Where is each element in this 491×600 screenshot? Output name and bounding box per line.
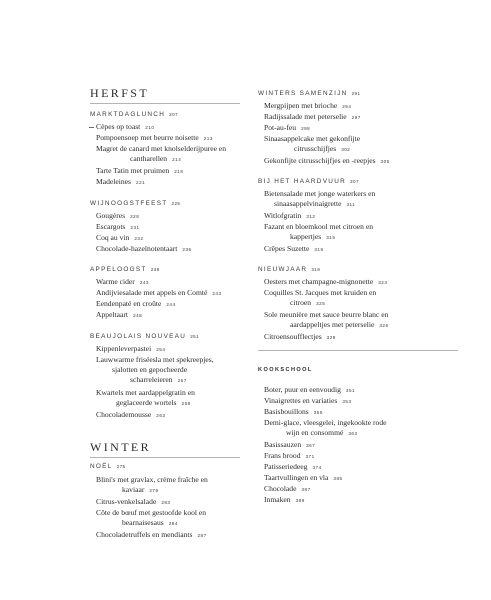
item-title: Kippenleverpastei	[96, 344, 152, 353]
section-title-winter: WINTER	[90, 440, 152, 454]
item-title: Andijviesalade met appels en Comté	[96, 288, 208, 297]
item-page: 367	[306, 443, 316, 448]
item-page: 312	[306, 214, 316, 219]
toc-item[interactable]	[96, 233, 144, 244]
toc-item[interactable]	[264, 451, 315, 462]
toc-item[interactable]	[96, 410, 165, 421]
item-page: 284	[168, 521, 178, 526]
item-page: 387	[301, 487, 311, 492]
item-title: Chocolademousse	[96, 410, 152, 419]
toc-item[interactable]	[96, 166, 183, 177]
item-page: 210	[145, 125, 155, 130]
item-title: Bietensalade met jonge waterkers en	[264, 189, 376, 198]
toc-item[interactable]	[96, 388, 195, 409]
group-page-number: 291	[351, 91, 361, 96]
toc-item[interactable]	[264, 462, 322, 473]
group-title-text: NIEUWJAAR	[258, 266, 308, 273]
toc-item[interactable]	[264, 112, 361, 123]
item-title: Pompoensoep met beurre noisette	[96, 133, 199, 142]
item-title: Taartvullingen en vla	[264, 473, 329, 482]
item-title: Chocoladetruffels en mendiants	[96, 530, 193, 539]
item-page: 283	[161, 500, 171, 505]
group-title-bij-het-haardvuur	[258, 178, 359, 185]
item-title-cont: wijn en consommé	[286, 428, 344, 437]
item-title: Côte de bœuf met gestoofde kool en	[96, 508, 207, 517]
item-title: Demi-glace, vleesgelei, ingekookte rode	[264, 418, 387, 427]
toc-item[interactable]	[264, 396, 352, 407]
item-page: 323	[378, 280, 388, 285]
item-page: 218	[174, 169, 184, 174]
section-divider	[258, 350, 458, 351]
toc-item[interactable]	[96, 310, 142, 321]
toc-item[interactable]	[264, 288, 376, 309]
item-page: 389	[295, 498, 305, 503]
item-page: 257	[177, 378, 187, 383]
item-bullet	[89, 127, 94, 128]
item-page: 351	[345, 388, 356, 393]
group-title-text: WINTERS SAMENZIJN	[258, 90, 348, 97]
item-page: 374	[312, 465, 322, 470]
item-page: 221	[136, 180, 146, 185]
group-title-text: BIJ HET HAARDVUUR	[258, 178, 347, 185]
toc-item[interactable]	[264, 222, 373, 243]
item-title: Witlofgratin	[264, 211, 302, 220]
toc-item[interactable]	[264, 244, 324, 255]
toc-item[interactable]	[264, 418, 387, 439]
item-title: Chocolade-hazelnotentaart	[96, 244, 178, 253]
item-title-cont: sinaasappelvinaigrette	[274, 199, 342, 208]
item-page: 236	[182, 247, 192, 252]
toc-item[interactable]	[264, 189, 375, 210]
item-page: 279	[149, 488, 159, 493]
toc-item[interactable]	[96, 277, 149, 288]
item-title: Cèpes op toast	[96, 122, 141, 131]
item-page: 329	[326, 335, 336, 340]
group-title-beaujolais-nouveau	[90, 333, 199, 340]
item-page: 294	[342, 104, 352, 109]
item-title-cont: bearnaisesaus	[122, 518, 164, 527]
toc-item[interactable]	[264, 440, 315, 451]
item-title-cont: cantharellen	[130, 154, 168, 163]
item-page: 254	[156, 347, 166, 352]
group-page-number: 319	[311, 267, 321, 272]
toc-item[interactable]	[264, 123, 310, 134]
item-page: 297	[351, 115, 361, 120]
item-title: Basisbouillons	[264, 407, 309, 416]
section-divider	[90, 457, 240, 458]
toc-item[interactable]	[264, 473, 343, 484]
item-title: Mergpijpen met brioche	[264, 101, 338, 110]
item-title: Boter, puur en eenvoudig	[264, 385, 341, 394]
group-title-text: BEAUJOLAIS NOUVEAU	[90, 333, 187, 340]
item-page: 385	[333, 476, 343, 481]
item-title: Fazant en bloemkool met citroen en	[264, 222, 374, 231]
item-title: Radijssalade met peterselie	[264, 112, 347, 121]
toc-item[interactable]	[264, 211, 315, 222]
toc-item[interactable]	[96, 355, 214, 386]
item-page: 213	[203, 136, 213, 141]
toc-item[interactable]	[96, 122, 154, 133]
item-title-cont: aardappeltjes met peterselie	[290, 320, 375, 329]
item-title: Lauwwarme friséesla met spekreepjes,	[96, 355, 214, 364]
item-title: Inmaken	[264, 495, 291, 504]
item-page: 326	[379, 323, 389, 328]
item-page: 244	[166, 302, 176, 307]
item-page: 355	[313, 410, 323, 415]
item-page: 316	[314, 247, 324, 252]
item-title: Basissauzen	[264, 440, 302, 449]
toc-item[interactable]	[264, 101, 351, 112]
group-page-number: 207	[169, 112, 179, 117]
item-title: Sinaasappelcake met gekonfijte	[264, 134, 361, 143]
group-title-nieuwjaar	[258, 266, 320, 273]
toc-item[interactable]	[264, 134, 360, 155]
toc-item[interactable]	[96, 144, 226, 165]
section-divider	[90, 103, 240, 104]
toc-item[interactable]	[264, 332, 336, 343]
item-title: Vinaigrettes en variaties	[264, 396, 338, 405]
item-title-cont: citroen	[290, 298, 312, 307]
toc-item[interactable]	[264, 484, 311, 495]
section-title-herfst: HERFST	[90, 86, 150, 100]
item-title: Eendenpaté en croûte	[96, 299, 162, 308]
item-page: 298	[301, 126, 311, 131]
toc-item[interactable]	[264, 156, 390, 167]
item-title: Escargots	[96, 222, 126, 231]
item-title: Patisseriedeeg	[264, 462, 308, 471]
toc-item[interactable]	[96, 530, 207, 541]
item-title: Warme cider	[96, 277, 135, 286]
item-page: 363	[348, 431, 358, 436]
item-title: Citroensoufflectjes	[264, 332, 322, 341]
item-title: Madeleines	[96, 177, 132, 186]
group-page-number: 251	[190, 334, 200, 339]
group-page-number: 307	[350, 179, 359, 184]
group-title-text: APPELOOGST	[90, 266, 147, 273]
item-title-cont: geglaceerde wortels	[116, 398, 177, 407]
item-page: 228	[130, 214, 140, 219]
item-page: 248	[133, 313, 143, 318]
group-title-text: WIJNOOGSTFEEST	[90, 200, 168, 207]
toc-item[interactable]	[264, 495, 305, 506]
group-title-appeloogst	[90, 266, 160, 273]
item-title: Citrus-venkelsalade	[96, 497, 157, 506]
toc-item[interactable]	[96, 288, 222, 299]
toc-item[interactable]	[264, 277, 387, 288]
group-title-text: NOËL	[90, 463, 113, 470]
item-page: 305	[380, 159, 390, 164]
toc-item[interactable]	[264, 385, 355, 396]
item-title-cont: citrusschijfjes	[294, 144, 337, 153]
item-page: 302	[341, 147, 351, 152]
item-page: 287	[197, 533, 207, 538]
toc-item[interactable]	[96, 222, 140, 233]
item-title: Pot-au-feu	[264, 123, 297, 132]
group-page-number: 275	[116, 464, 126, 469]
item-title: Coquilles St. Jacques met kruiden en	[264, 288, 377, 297]
item-page: 325	[316, 301, 326, 306]
group-page-number: 225	[171, 201, 181, 206]
item-title: Blini's met gravlax, crème fraîche en	[96, 475, 208, 484]
toc-item[interactable]	[264, 310, 389, 331]
item-title: Tarte Tatin met pruimen	[96, 166, 170, 175]
item-title: Appeltaart	[96, 310, 129, 319]
group-title-wijnoogstfeest	[90, 200, 180, 207]
toc-item[interactable]	[96, 475, 208, 496]
item-page: 353	[342, 399, 352, 404]
item-page: 214	[172, 157, 182, 162]
group-page-number: 238	[150, 267, 160, 272]
item-title-cont: kaviaar	[122, 485, 145, 494]
item-title-cont: kappertjes	[290, 232, 322, 241]
toc-item[interactable]	[96, 133, 213, 144]
item-page: 315	[326, 235, 336, 240]
item-title-cont: sjalotten en gepocheerde	[112, 365, 188, 374]
section-title-kookschool: KOOKSCHOOL	[258, 367, 313, 373]
toc-item[interactable]	[96, 508, 206, 529]
toc-item[interactable]	[96, 497, 170, 508]
toc-item[interactable]	[96, 344, 165, 355]
item-page: 243	[139, 280, 149, 285]
toc-item[interactable]	[264, 407, 323, 418]
item-title-cont: scharreleieren	[130, 375, 173, 384]
item-page: 263	[156, 413, 166, 418]
item-title: Chocolade	[264, 484, 297, 493]
item-page: 311	[346, 202, 356, 207]
item-page: 258	[181, 401, 191, 406]
toc-item[interactable]	[96, 299, 176, 310]
item-page: 231	[130, 225, 140, 230]
group-title-marktdaglunch	[90, 111, 178, 118]
item-title: Crêpes Suzette	[264, 244, 310, 253]
toc-item[interactable]	[96, 244, 192, 255]
item-page: 232	[134, 236, 144, 241]
toc-item[interactable]	[96, 177, 145, 188]
item-title: Coq au vin	[96, 233, 130, 242]
item-title: Gougères	[96, 211, 126, 220]
item-title: Sole meunière met sauce beurre blanc en	[264, 310, 389, 319]
group-title-winters-samenzijn	[258, 90, 360, 97]
item-title: Kwartels met aardappelgratin en	[96, 388, 195, 397]
group-title-text: MARKTDAGLUNCH	[90, 111, 166, 118]
item-page: 371	[305, 454, 315, 459]
item-page: 243	[212, 291, 222, 296]
item-title: Gekonfijte citrusschijfjes en -reepjes	[264, 156, 376, 165]
item-title: Oesters met champagne-mignonette	[264, 277, 374, 286]
group-title-noel	[90, 463, 125, 470]
item-title: Magret de canard met knolselderijpuree en	[96, 144, 227, 153]
item-title: Frans brood	[264, 451, 301, 460]
toc-item[interactable]	[96, 211, 139, 222]
